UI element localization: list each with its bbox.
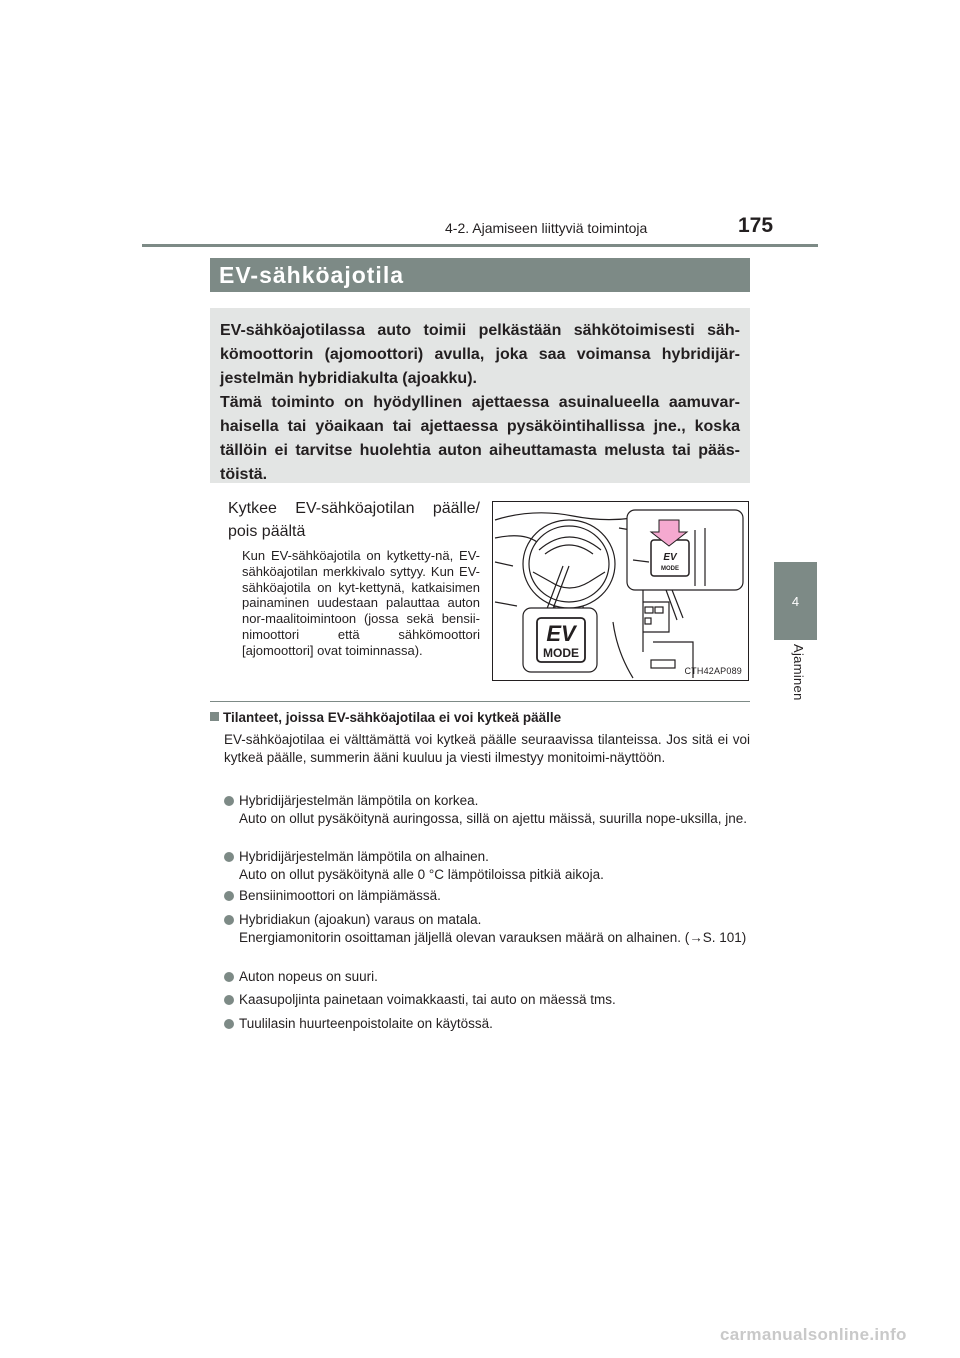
- list-item: Hybridijärjestelmän lämpötila on korkea. Auto on ollut pysäköitynä auringossa, sillä on ajettu mäissä, suurilla nope-uksilla, jne.: [224, 792, 750, 827]
- page-number: 175: [738, 214, 774, 237]
- section-divider: [210, 701, 750, 702]
- section-header: 4-2. Ajamiseen liittyviä toimintoja: [445, 220, 648, 236]
- feature-description: Kun EV-sähköajotila on kytketty-nä, EV-sähköajotilan merkkivalo syttyy. Kun EV-sähköajotila on kyt-kettynä, katkaisimen painaminen uudestaan palauttaa auton nor-maalitoimintoon (jossa sekä bensii-nimoottori että sähkömoottori [ajomoottori] ovat toiminnassa).: [242, 548, 480, 658]
- bullet-icon: [224, 995, 234, 1005]
- intro-box: [210, 308, 750, 483]
- list-item: Hybridiakun (ajoakun) varaus on matala. Energiamonitorin osoittaman jäljellä olevan varauksen määrä on alhainen. (→S. 101): [224, 911, 750, 946]
- page-title: EV-sähköajotila: [219, 262, 405, 288]
- ev-mode-illustration: [492, 501, 749, 681]
- chapter-number: 4: [791, 593, 800, 609]
- figure-code: CTH42AP089: [684, 666, 742, 676]
- bullet-icon: [224, 1019, 234, 1029]
- title-bar: [210, 258, 750, 292]
- bullet-icon: [224, 915, 234, 925]
- watermark: carmanualsonline.info: [720, 1325, 907, 1344]
- conditions-heading-text: Tilanteet, joissa EV-sähköajotilaa ei voi kytkeä päälle: [223, 710, 562, 725]
- intro-paragraph-1: EV-sähköajotilassa auto toimii pelkästään sähkötoimisesti säh-kömoottorin (ajomoottori) avulla, joka saa voimansa hybridijär-jestelmän hybridiakulta (ajoakku).: [220, 322, 740, 387]
- bullet-icon: [224, 891, 234, 901]
- small-mode-label: MODE: [661, 566, 679, 572]
- list-item: Bensiinimoottori on lämpiämässä.: [224, 887, 750, 905]
- dashboard-drawing: [493, 502, 749, 681]
- conditions-heading: [210, 710, 561, 725]
- chapter-label: Ajaminen: [791, 643, 806, 701]
- list-item: Kaasupoljinta painetaan voimakkaasti, tai auto on mäessä tms.: [224, 991, 750, 1009]
- square-bullet-icon: [210, 712, 219, 721]
- big-ev-label: EV: [546, 621, 576, 646]
- list-item: Auton nopeus on suuri.: [224, 968, 750, 986]
- conditions-intro: EV-sähköajotilaa ei välttämättä voi kytkeä päälle seuraavissa tilanteissa. Jos sitä ei voi kytkeä päälle, summerin ääni kuuluu ja viesti ilmestyy monitoimi-näyttöön.: [224, 732, 750, 765]
- bullet-icon: [224, 852, 234, 862]
- intro-paragraph-2: Tämä toiminto on hyödyllinen ajettaessa asuinalueella aamuvar-haisella tai yöaikaan tai ajettaessa pysäköintihallissa jne., koska tällöin ei tarvitse huolehtia auton aiheuttamasta melusta tai pääs-töistä.: [220, 394, 740, 483]
- small-ev-label: EV: [663, 552, 677, 563]
- feature-heading: Kytkee EV-sähköajotilan päälle/ pois päältä: [228, 500, 480, 540]
- list-item: Hybridijärjestelmän lämpötila on alhainen. Auto on ollut pysäköitynä alle 0 °C lämpötiloissa pitkiä aikoja.: [224, 848, 750, 883]
- bullet-icon: [224, 796, 234, 806]
- list-item: Tuulilasin huurteenpoistolaite on käytössä.: [224, 1015, 750, 1033]
- big-mode-label: MODE: [543, 646, 579, 660]
- bullet-icon: [224, 972, 234, 982]
- header-divider: [142, 244, 818, 247]
- chapter-tab[interactable]: [774, 562, 817, 640]
